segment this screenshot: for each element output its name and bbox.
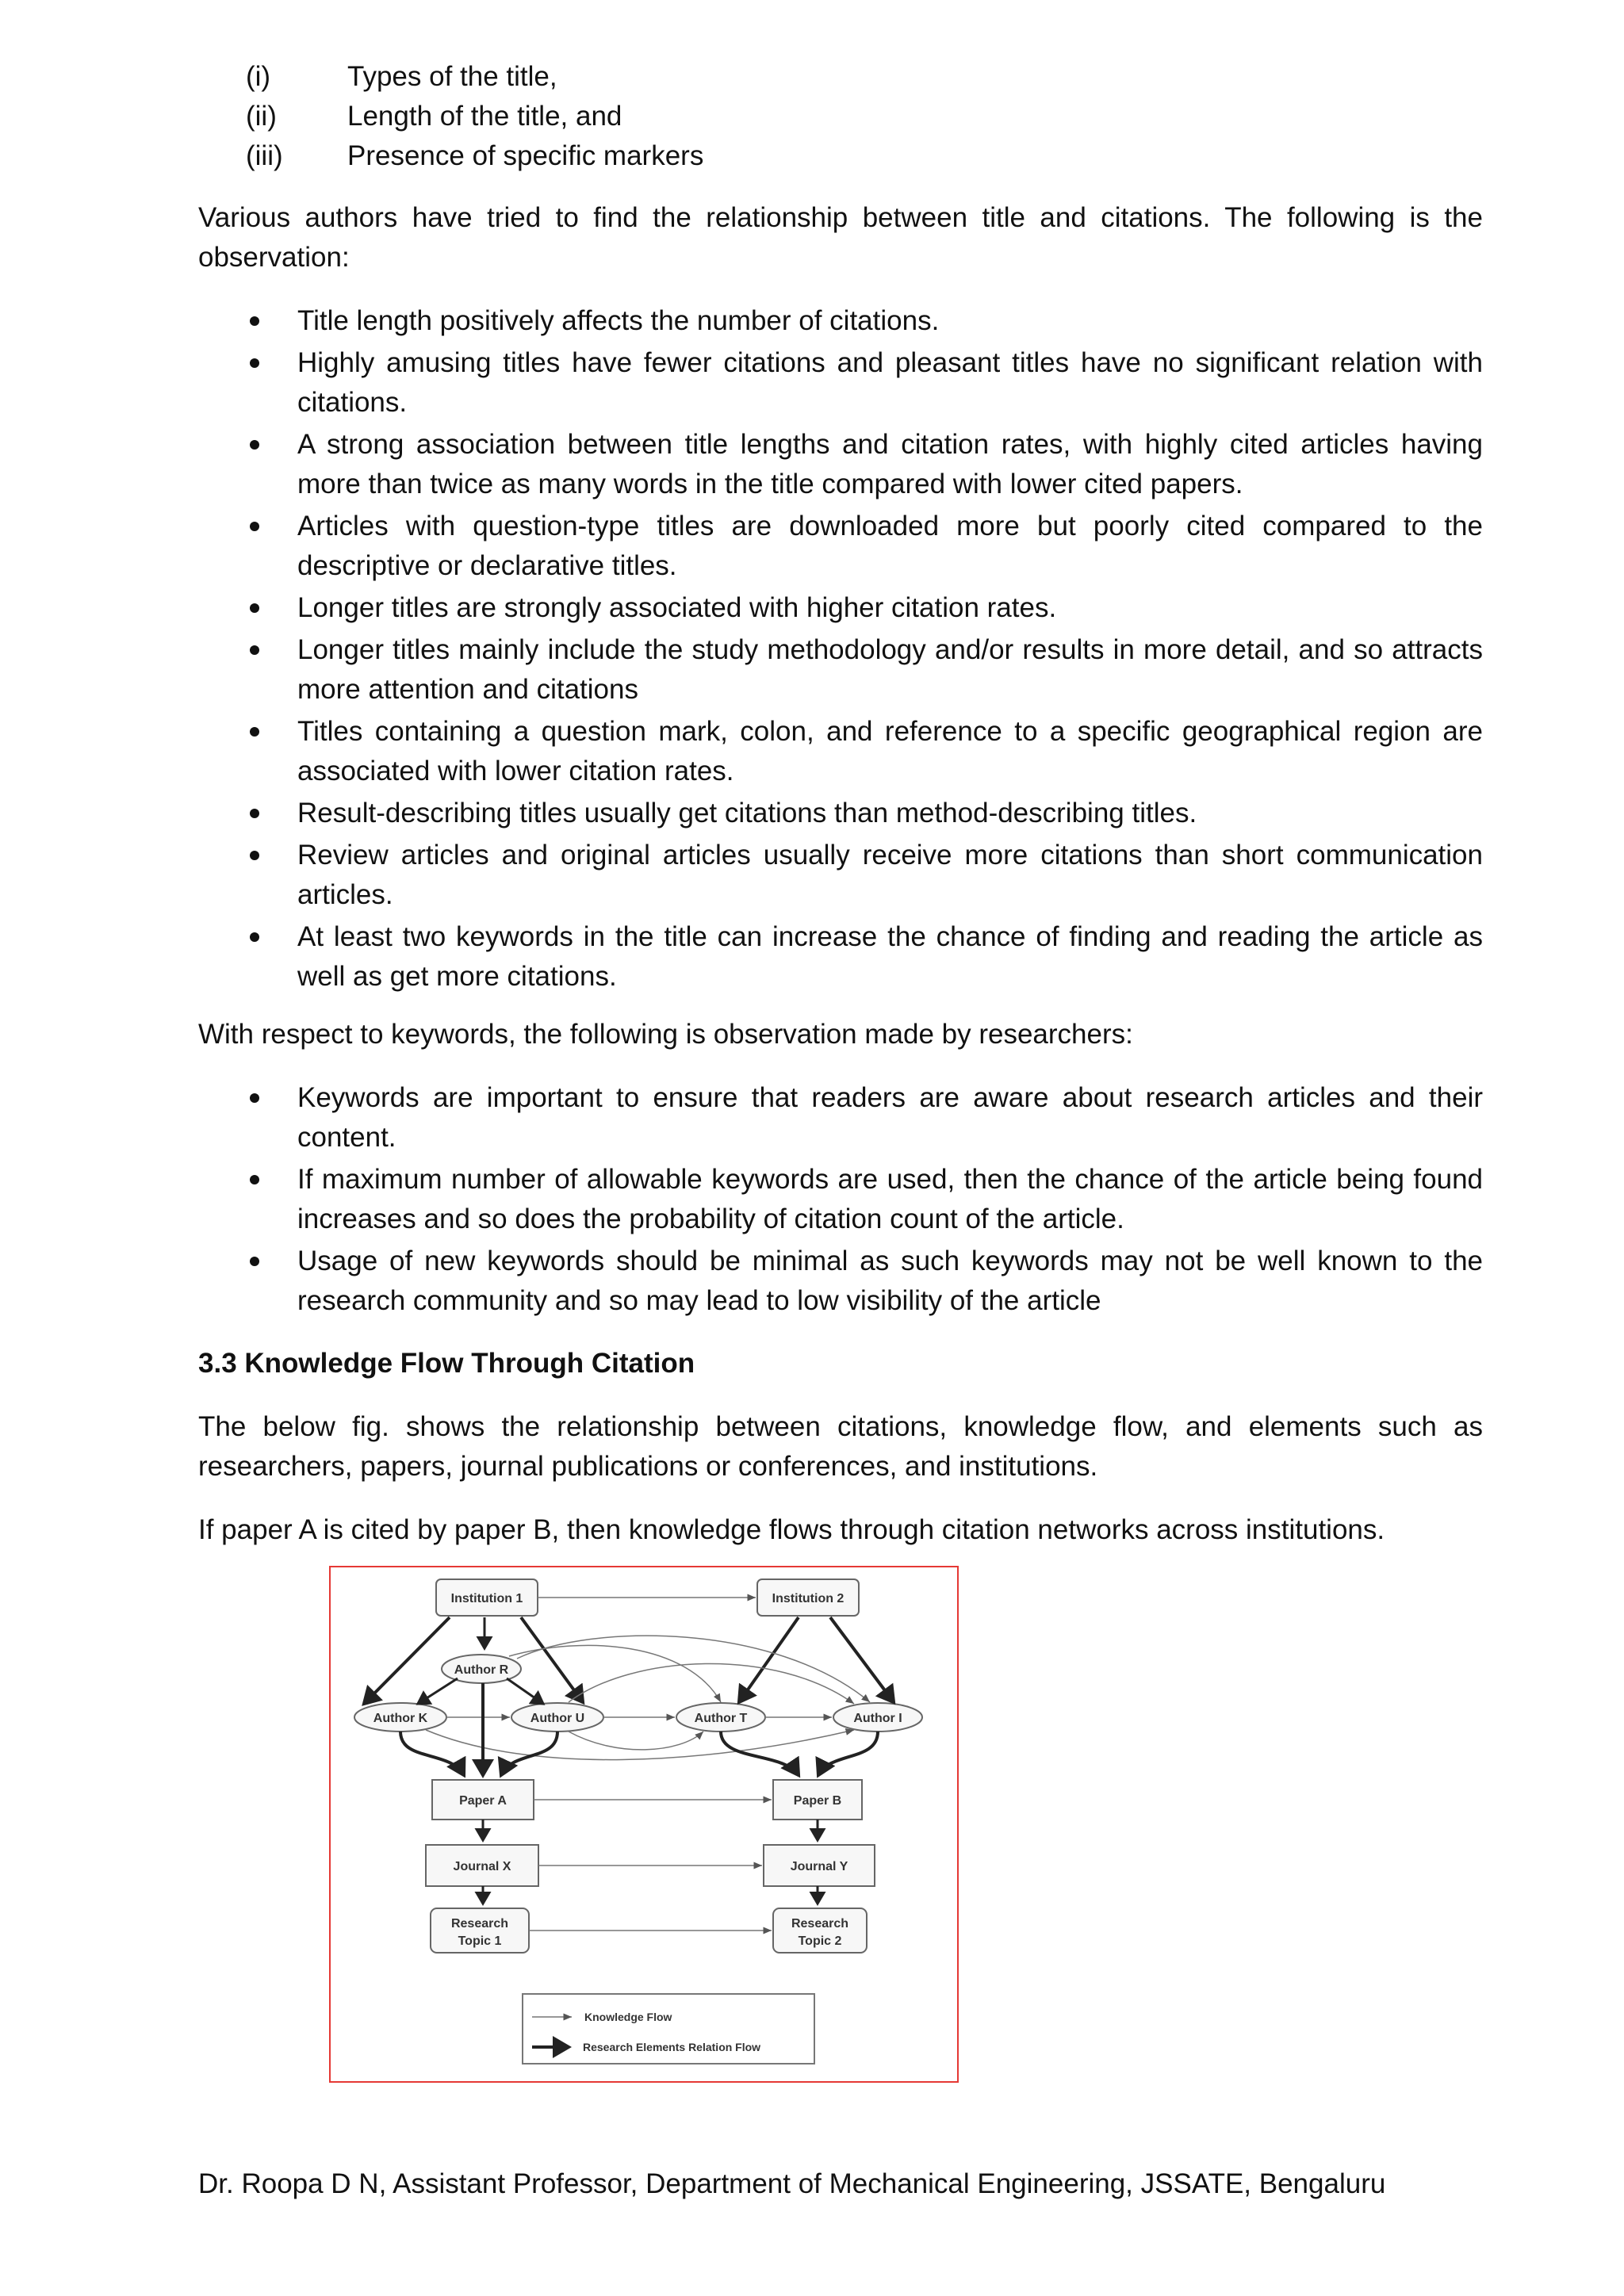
relation-flow-arrow xyxy=(507,1678,543,1704)
institution-1-label: Institution 1 xyxy=(450,1592,523,1605)
relation-flow-arrow xyxy=(739,1617,799,1702)
bullet-icon xyxy=(250,603,259,613)
list-item xyxy=(198,917,1483,997)
list-item xyxy=(198,836,1483,915)
title-observations-list xyxy=(198,301,1483,999)
bullet-icon xyxy=(250,932,259,942)
roman-numeral-list xyxy=(246,57,703,176)
list-item xyxy=(198,343,1483,423)
knowledge-flow-arrow xyxy=(569,1663,854,1704)
author-k-label: Author K xyxy=(373,1712,428,1725)
research-topic-1-label-line1: Research xyxy=(450,1917,509,1931)
intro-paragraph: Various authors have tried to find the relationship between title and citations. The following is the observation: xyxy=(198,202,1483,273)
author-r-label: Author R xyxy=(454,1663,509,1677)
bullet-icon xyxy=(250,358,259,368)
list-item xyxy=(198,794,1483,833)
knowledge-flow-arrow xyxy=(426,1730,854,1760)
list-item-text: Review articles and original articles usually receive more citations than short communication articles. xyxy=(297,840,1483,910)
list-item xyxy=(198,712,1483,791)
knowledge-flow-arrow xyxy=(569,1732,703,1750)
keyword-observations-list xyxy=(198,1078,1483,1323)
bullet-icon xyxy=(250,440,259,450)
list-item-text: If maximum number of allowable keywords are used, then the chance of the article being found increases and so does the probability of citation count of the article. xyxy=(297,1164,1483,1234)
bullet-icon xyxy=(250,1175,259,1184)
roman-list-text: Types of the title, xyxy=(347,61,557,92)
roman-list-number: (iii) xyxy=(246,140,283,171)
list-item-text: Longer titles mainly include the study methodology and/or results in more detail, and so attracts more attention and citations xyxy=(297,634,1483,705)
bullet-icon xyxy=(250,727,259,737)
list-item xyxy=(198,425,1483,504)
bullet-icon xyxy=(250,522,259,531)
section-paragraph: The below fig. shows the relationship between citations, knowledge flow, and elements such as researchers, papers, journal publications or conferences, and institutions. xyxy=(198,1411,1483,1482)
list-item xyxy=(198,1078,1483,1158)
list-item-text: A strong association between title lengths and citation rates, with highly cited articles having more than twice as many words in the title compared with lower cited papers. xyxy=(297,429,1483,499)
relation-flow-arrow xyxy=(501,1732,557,1775)
roman-list-item xyxy=(246,136,703,176)
journal-y-label: Journal Y xyxy=(790,1860,848,1873)
author-t-label: Author T xyxy=(694,1712,748,1725)
roman-list-text: Presence of specific markers xyxy=(347,140,704,171)
roman-list-number: (i) xyxy=(246,61,271,92)
roman-list-item xyxy=(246,57,703,97)
section-heading: 3.3 Knowledge Flow Through Citation xyxy=(198,1348,695,1379)
bullet-icon xyxy=(250,851,259,860)
keywords-intro-paragraph: With respect to keywords, the following is observation made by researchers: xyxy=(198,1019,1133,1050)
roman-list-item xyxy=(246,97,703,136)
section-paragraph: If paper A is cited by paper B, then knowledge flows through citation networks across institutions. xyxy=(198,1514,1385,1545)
list-item-text: Result-describing titles usually get citations than method-describing titles. xyxy=(297,798,1197,828)
journal-x-label: Journal X xyxy=(453,1860,511,1873)
research-topic-2-label-line2: Topic 2 xyxy=(798,1934,842,1948)
list-item-text: Title length positively affects the number of citations. xyxy=(297,305,940,336)
knowledge-flow-arrow xyxy=(509,1645,721,1702)
relation-flow-arrow xyxy=(830,1617,894,1702)
relation-flow-arrow xyxy=(721,1732,799,1775)
relation-flow-arrow xyxy=(521,1617,583,1702)
paper-b-label: Paper B xyxy=(793,1794,842,1808)
bullet-icon xyxy=(250,1093,259,1103)
legend-relation-flow-label: Research Elements Relation Flow xyxy=(583,2041,761,2053)
knowledge-flow-figure xyxy=(329,1566,959,2083)
list-item-text: At least two keywords in the title can increase the chance of finding and reading the article as well as get more citations. xyxy=(297,921,1483,992)
list-item-text: Longer titles are strongly associated with higher citation rates. xyxy=(297,592,1057,623)
bullet-icon xyxy=(250,316,259,326)
list-item-text: Articles with question-type titles are downloaded more but poorly cited compared to the descriptive or declarative titles. xyxy=(297,511,1483,581)
relation-flow-arrow xyxy=(400,1732,464,1775)
list-item xyxy=(198,588,1483,628)
list-item xyxy=(198,1160,1483,1239)
research-topic-2-label-line1: Research xyxy=(791,1917,849,1931)
relation-flow-arrow xyxy=(818,1732,878,1775)
bullet-icon xyxy=(250,1257,259,1266)
bullet-icon xyxy=(250,809,259,818)
list-item-text: Titles containing a question mark, colon, and reference to a specific geographical region are associated with lower citation rates. xyxy=(297,716,1483,786)
knowledge-flow-diagram xyxy=(331,1567,957,2081)
roman-list-text: Length of the title, and xyxy=(347,101,622,132)
list-item-text: Keywords are important to ensure that readers are aware about research articles and their content. xyxy=(297,1082,1483,1153)
institution-2-label: Institution 2 xyxy=(772,1592,845,1605)
list-item xyxy=(198,1242,1483,1321)
bullet-icon xyxy=(250,645,259,655)
list-item-text: Highly amusing titles have fewer citations and pleasant titles have no significant relation with citations. xyxy=(297,347,1483,418)
legend-knowledge-flow-label: Knowledge Flow xyxy=(584,2011,672,2023)
list-item-text: Usage of new keywords should be minimal as such keywords may not be well known to the research community and so may lead to low visibility of the article xyxy=(297,1246,1483,1316)
page-footer: Dr. Roopa D N, Assistant Professor, Department of Mechanical Engineering, JSSATE, Bengaluru xyxy=(198,2168,1386,2199)
roman-list-number: (ii) xyxy=(246,101,277,132)
research-topic-1-label-line2: Topic 1 xyxy=(458,1934,502,1948)
relation-flow-arrow xyxy=(418,1678,458,1704)
author-u-label: Author U xyxy=(530,1712,585,1725)
author-i-label: Author I xyxy=(853,1712,902,1725)
paper-a-label: Paper A xyxy=(459,1794,507,1808)
list-item xyxy=(198,507,1483,586)
list-item xyxy=(198,630,1483,710)
list-item xyxy=(198,301,1483,341)
